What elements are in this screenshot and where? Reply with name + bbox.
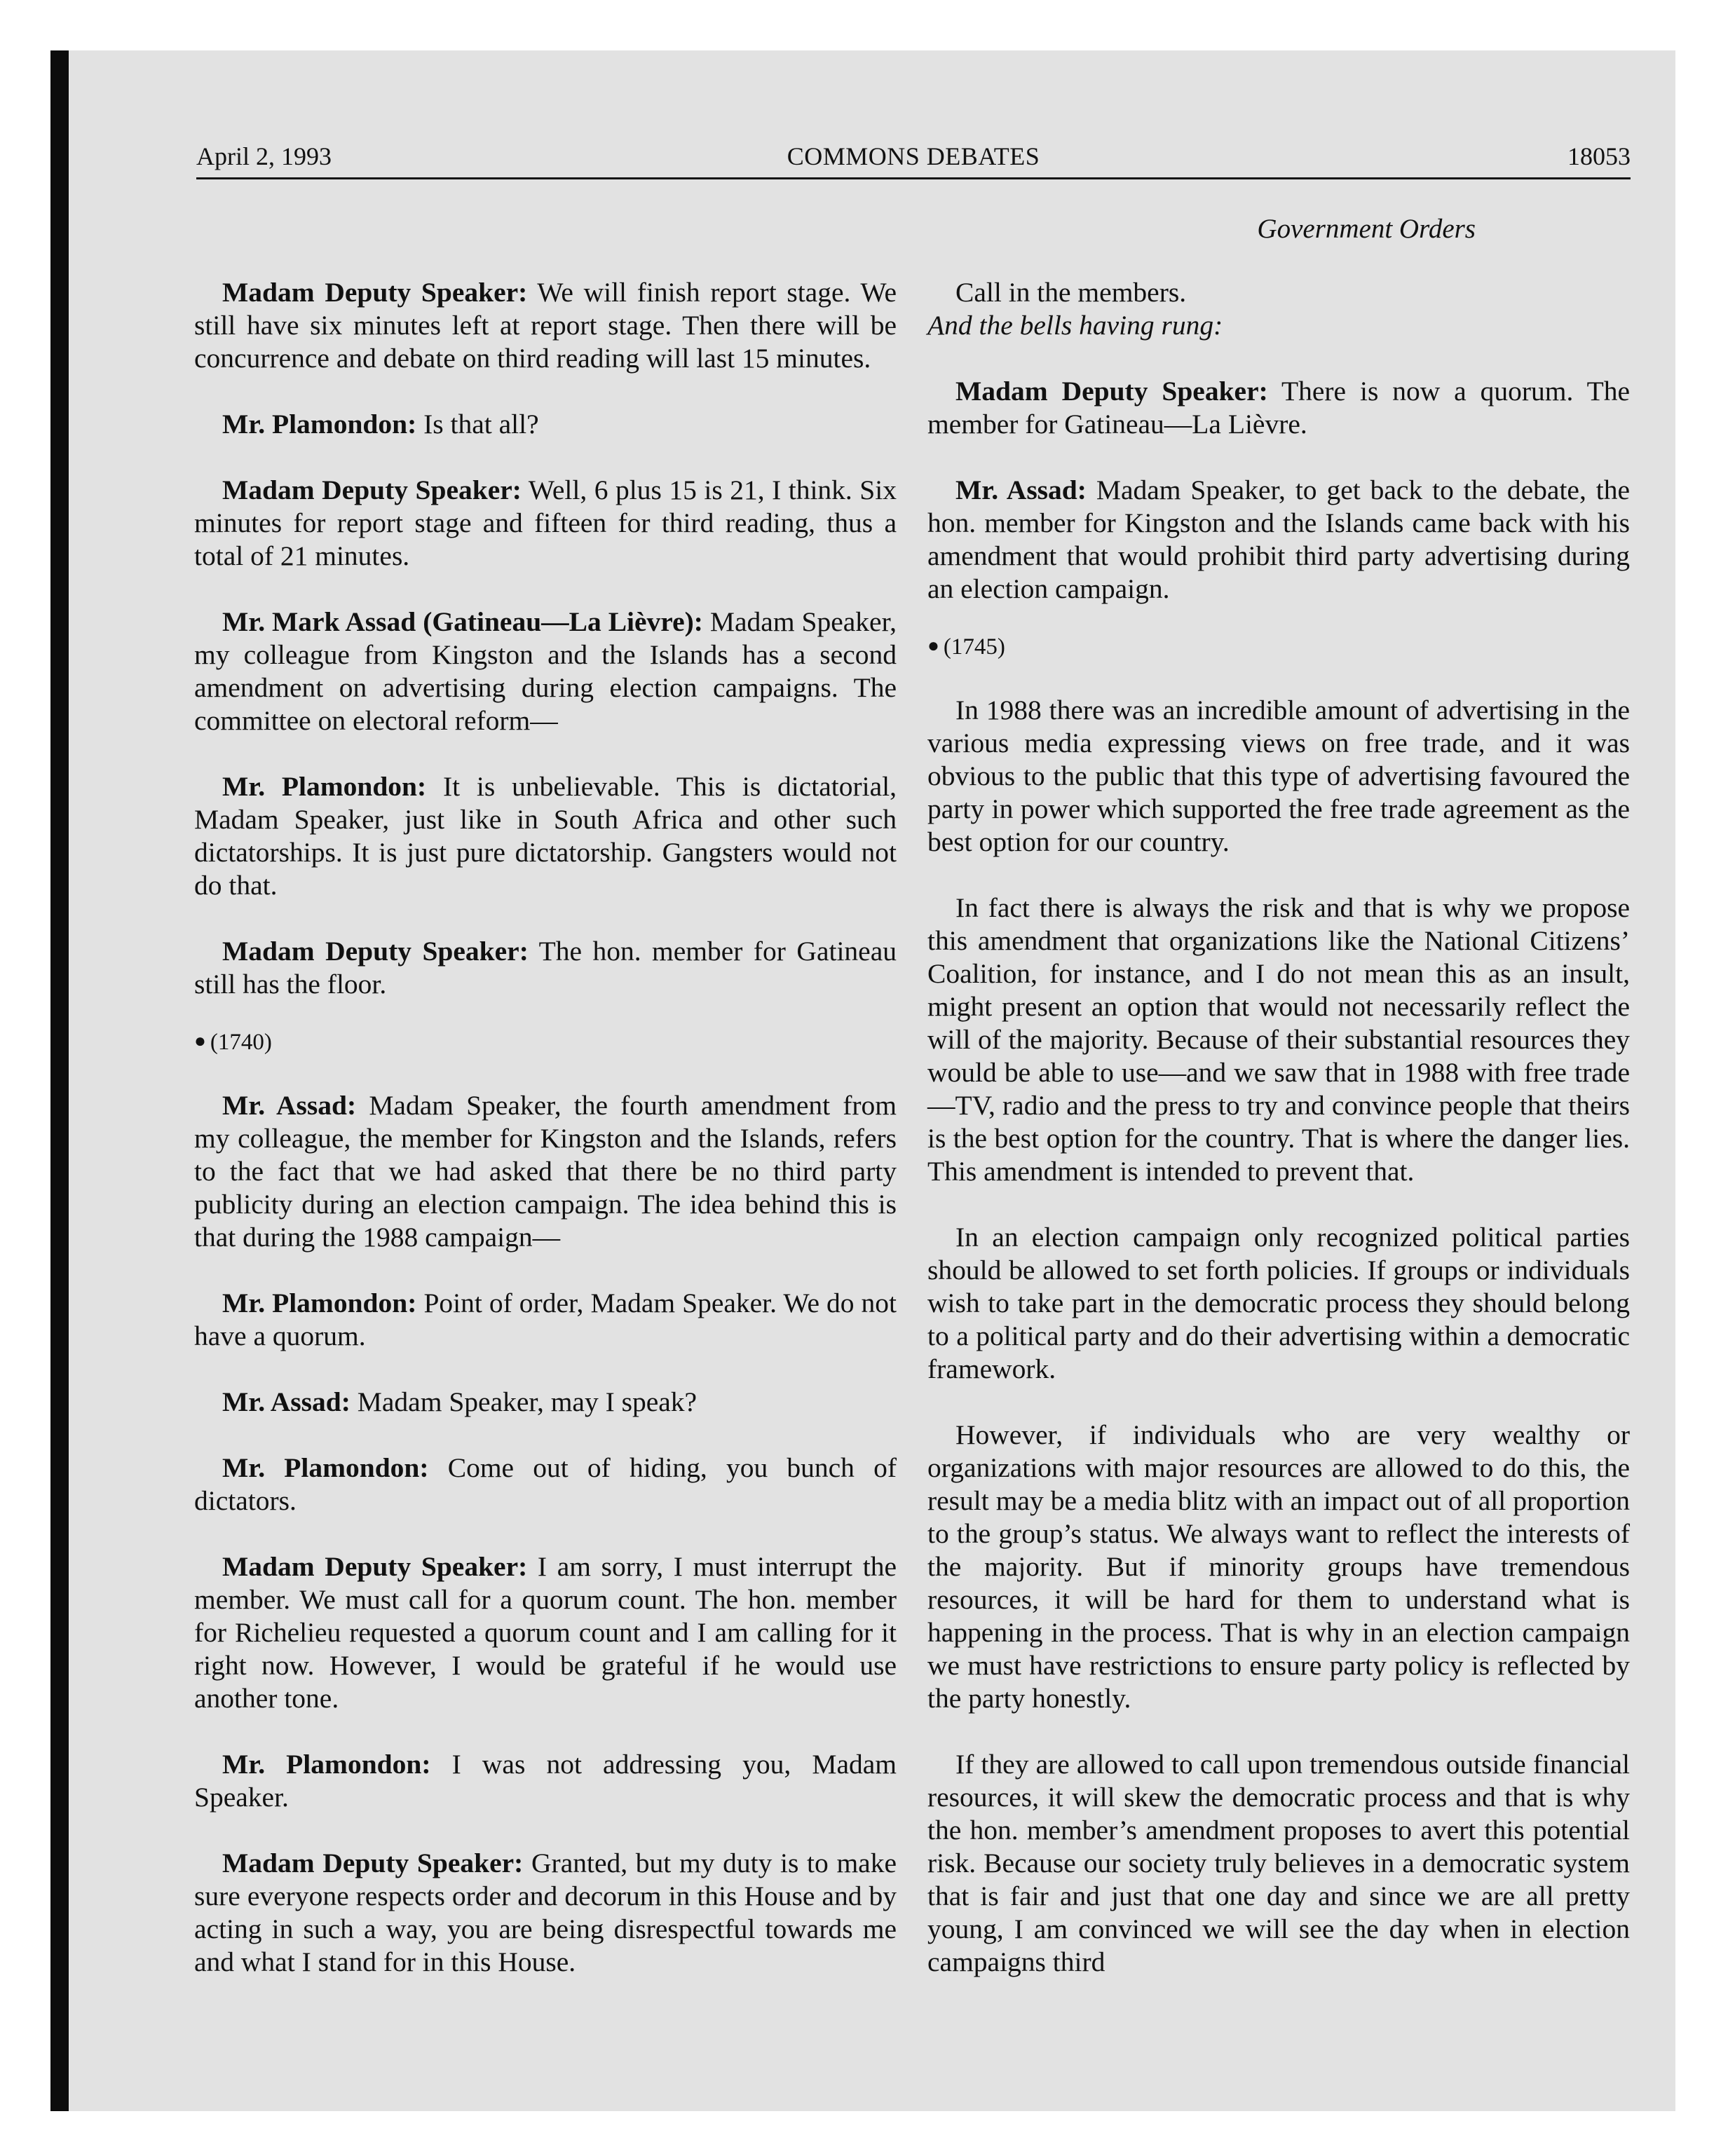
speech [194, 1847, 897, 1979]
speech [194, 1550, 897, 1715]
speech-text: The hon. member for Gatineau still has the floor. [194, 936, 897, 999]
speaker-name: Mr. Plamondon: [222, 1288, 417, 1319]
speaker-name: Mr. Assad: [222, 1090, 357, 1121]
speech-text: Granted, but my duty is to make sure everyone respects order and decorum in this House and by acting in such a way, you are being disrespectful towards me and what I stand for in this House. [194, 1848, 897, 1978]
paragraph: If they are allowed to call upon tremendous outside financial resources, it will skew the democratic process and that is why the hon. member’s amendment proposes to avert this potential risk. Because our society truly believes in a democratic system that is fair and just that one day and since we are all pretty young, I am convinced we will see the day when in election campaigns third [927, 1749, 1630, 1978]
speaker-name: Mr. Assad: [222, 1386, 351, 1418]
speech [194, 935, 897, 1001]
speech [194, 474, 897, 573]
timestamp [194, 1029, 897, 1056]
speech-text: Madam Speaker, the fourth amendment from my colleague, the member for Kingston and the Islands, refers to the fact that we had asked that there be no third party publicity during an election campaign. The idea behind this is that during the 1988 campaign— [194, 1090, 897, 1253]
speech-text: Madam Speaker, may I speak? [357, 1386, 698, 1418]
call-line: Call in the members. [955, 277, 1187, 308]
speaker-name: Madam Deputy Speaker: [222, 1848, 524, 1879]
paragraph: In an election campaign only recognized political parties should be allowed to set forth policies. If groups or individuals wish to take part in the democratic process they should belong to a political party and do their advertising within a democratic framework. [927, 1222, 1630, 1385]
header-publication: COMMONS DEBATES [787, 142, 1040, 170]
speech-text: Is that all? [423, 409, 539, 439]
speech [194, 276, 897, 375]
speaker-name: Madam Deputy Speaker: [222, 936, 529, 967]
speech-text: I am sorry, I must interrupt the member. We must call for a quorum count. The hon. member for Richelieu requested a quorum count and I am calling for it right now. However, I would be grateful if he would use another tone. [194, 1551, 897, 1714]
document-page [50, 50, 1675, 2111]
speaker-name: Mr. Plamondon: [222, 771, 427, 802]
speech-text: I was not addressing you, Madam Speaker. [194, 1749, 897, 1813]
speaker-name: Mr. Plamondon: [222, 1749, 431, 1780]
speech [194, 1089, 897, 1254]
speech-text: Come out of hiding, you bunch of dictators. [194, 1452, 897, 1517]
header-page-number: 18053 [1567, 142, 1631, 170]
stage-direction: And the bells having rung: [927, 310, 1223, 341]
speech-text: Madam Speaker, to get back to the debate, the hon. member for Kingston and the Islands came back with his amendment that would prohibit third party advertising during an election campaign. [927, 475, 1630, 604]
speech-text: Well, 6 plus 15 is 21, I think. Six minutes for report stage and fifteen for third reading, thus a total of 21 minutes. [194, 475, 897, 571]
speaker-name: Madam Deputy Speaker: [222, 277, 528, 308]
speaker-name: Mr. Mark Assad (Gatineau—La Lièvre): [222, 606, 703, 637]
paragraph: In 1988 there was an incredible amount of advertising in the various media expressing views on free trade, and it was obvious to the public that this type of advertising favoured the party in power which supported the free trade agreement as the best option for our country. [927, 695, 1630, 858]
bullet-icon: ● [927, 635, 939, 657]
speaker-name: Mr. Assad: [955, 475, 1087, 505]
speech [194, 1287, 897, 1353]
speaker-name: Mr. Plamondon: [222, 1452, 429, 1484]
timestamp [927, 634, 1630, 661]
speech [194, 408, 897, 441]
speech-text: There is now a quorum. The member for Gatineau—La Lièvre. [927, 376, 1630, 439]
speech-text: Point of order, Madam Speaker. We do not have a quorum. [194, 1288, 897, 1352]
speech [194, 1386, 897, 1419]
speaker-name: Mr. Plamondon: [222, 409, 417, 439]
speech [194, 770, 897, 902]
speech-text: We will finish report stage. We still have six minutes left at report stage. Then there will be concurrence and debate on third reading will last 15 minutes. [194, 277, 897, 374]
bullet-icon: ● [194, 1030, 206, 1052]
header-date: April 2, 1993 [196, 142, 332, 170]
speaker-name: Madam Deputy Speaker: [222, 1551, 528, 1583]
speech [194, 1748, 897, 1814]
timestamp-text: (1740) [210, 1030, 272, 1055]
left-column [194, 276, 897, 1979]
speaker-name: Madam Deputy Speaker: [955, 376, 1268, 407]
header-rule [196, 177, 1631, 179]
section-label: Government Orders [1257, 214, 1476, 244]
speech-text: Madam Speaker, my colleague from Kingston and the Islands has a second amendment on advertising during election campaigns. The committee on electoral reform— [194, 606, 897, 736]
speech [194, 606, 897, 737]
speech-text: It is unbelievable. This is dictatorial, Madam Speaker, just like in South Africa and other such dictatorships. It is just pure dictatorship. Gangsters would not do that. [194, 771, 897, 901]
speaker-name: Madam Deputy Speaker: [222, 475, 522, 505]
speech [194, 1452, 897, 1517]
speech [927, 375, 1630, 441]
right-column [927, 276, 1630, 1979]
binding-edge [50, 50, 69, 2111]
paragraph: In fact there is always the risk and that is why we propose this amendment that organizations like the National Citizens’ Coalition, for instance, and I do not mean this as an insult, might present an option that would not necessarily reflect the will of the majority. Because of their substantial resources they would be able to use—and we saw that in 1988 with free trade—TV, radio and the press to try and convince people that theirs is the best option for the country. That is where the danger lies. This amendment is intended to prevent that. [927, 892, 1630, 1187]
speech [927, 474, 1630, 606]
timestamp-text: (1745) [943, 634, 1005, 660]
paragraph: However, if individuals who are very wealthy or organizations with major resources are allowed to do this, the result may be a media blitz with an impact out of all proportion to the group’s status. We always want to reflect the interests of the majority. But if minority groups have tremendous resources, it will be hard for them to understand what is happening in the process. That is why in an election campaign we must have restrictions to ensure party policy is reflected by the party honestly. [927, 1419, 1630, 1714]
